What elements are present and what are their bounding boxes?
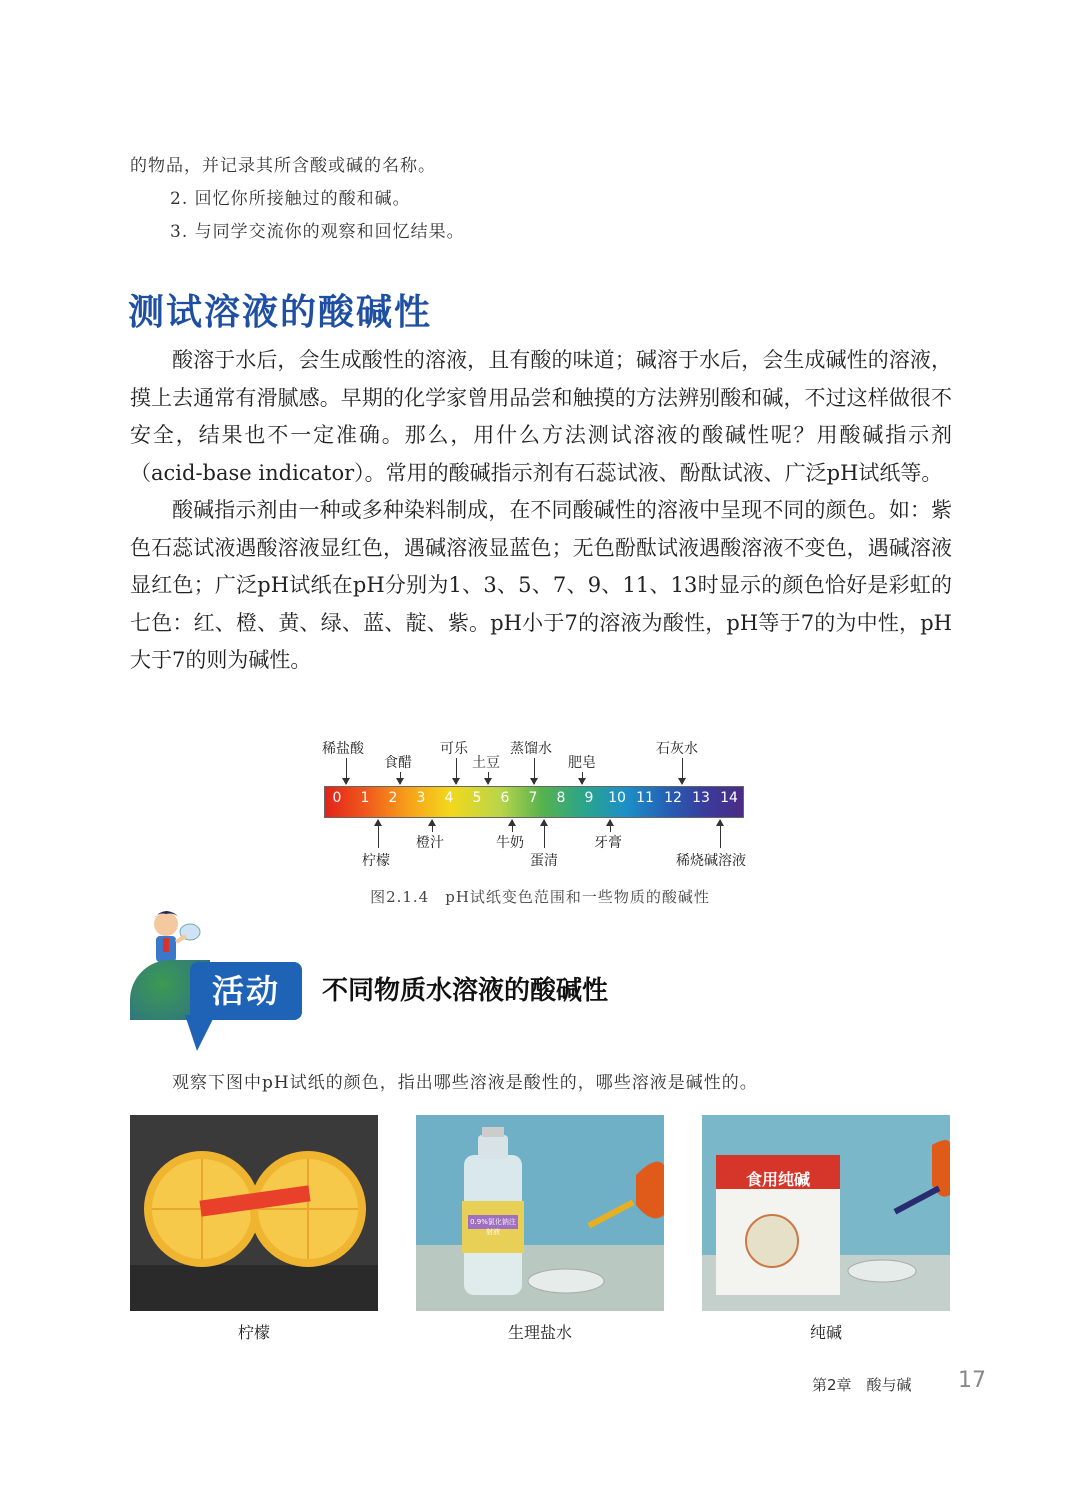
ph-tick: 0 — [332, 790, 342, 806]
activity-badge: 活动 — [190, 962, 302, 1020]
body-text — [130, 342, 952, 680]
label-orange-juice: 橙汁 — [416, 835, 444, 851]
badge-tail — [185, 1015, 215, 1051]
arrow-cola — [456, 758, 457, 784]
paragraph-2: 酸碱指示剂由一种或多种染料制成，在不同酸碱性的溶液中呈现不同的颜色。如：紫色石蕊试液遇酸溶液显红色，遇碱溶液显蓝色；无色酚酞试液遇酸溶液不变色，遇碱溶液显红色；广泛pH试纸在pH分别为1、3、5、7、9、11、13时显示的颜色恰好是彩虹的七色：红、橙、黄、绿、蓝、靛、紫。pH小于7的溶液为酸性，pH等于7的为中性，pH大于7的则为碱性。 — [130, 498, 952, 672]
ph-tick: 14 — [720, 790, 738, 806]
ph-tick: 8 — [556, 790, 566, 806]
photo-lemon — [130, 1115, 378, 1311]
photo-soda — [702, 1115, 950, 1311]
ph-tick: 11 — [636, 790, 654, 806]
ph-scale-figure — [320, 738, 760, 868]
page-number: 17 — [958, 1368, 986, 1393]
arrow-dilute-hcl — [346, 758, 347, 784]
label-vinegar: 食醋 — [384, 755, 412, 771]
arrow-soap — [582, 772, 583, 784]
ph-tick: 2 — [388, 790, 398, 806]
bag-label: 食用纯碱 — [745, 1170, 810, 1189]
arrow-lime-water — [682, 758, 683, 784]
ph-tick: 1 — [360, 790, 370, 806]
label-lemon: 柠檬 — [362, 853, 390, 869]
photo-caption-soda: 纯碱 — [809, 1323, 842, 1342]
label-toothpaste: 牙膏 — [594, 835, 622, 851]
paragraph-1: 酸溶于水后，会生成酸性的溶液，且有酸的味道；碱溶于水后，会生成碱性的溶液，摸上去通常有滑腻感。早期的化学家曾用品尝和触摸的方法辨别酸和碱，不过这样做很不安全，结果也不一定准确。那么，用什么方法测试溶液的酸碱性呢？用酸碱指示剂（acid-base indicator）。常用的酸碱指示剂有石蕊试液、酚酞试液、广泛pH试纸等。 — [130, 348, 952, 485]
arrow-dilute-naoh — [720, 820, 721, 848]
activity-title: 不同物质水溶液的酸碱性 — [322, 976, 609, 1006]
label-egg-white: 蛋清 — [530, 853, 558, 869]
arrow-lemon — [378, 820, 379, 848]
label-dilute-naoh: 稀烧碱溶液 — [676, 853, 746, 869]
figure-caption: 图2.1.4 pH试纸变色范围和一些物质的酸碱性 — [370, 888, 710, 906]
label-distilled-water: 蒸馏水 — [510, 741, 552, 757]
arrow-orange-juice — [432, 820, 433, 832]
label-dilute-hcl: 稀盐酸 — [322, 741, 364, 757]
ph-tick: 6 — [500, 790, 510, 806]
label-potato: 土豆 — [472, 755, 500, 771]
ph-tick: 7 — [528, 790, 538, 806]
ph-tick: 4 — [444, 790, 454, 806]
photo-saline — [416, 1115, 664, 1311]
ph-tick: 9 — [584, 790, 594, 806]
arrow-toothpaste — [610, 820, 611, 832]
arrow-potato — [488, 772, 489, 784]
section-title: 测试溶液的酸碱性 — [128, 292, 433, 333]
ph-tick: 10 — [608, 790, 626, 806]
ph-tick: 3 — [416, 790, 426, 806]
intro-line-1: 的物品，并记录其所含酸或碱的名称。 — [130, 156, 436, 176]
arrow-vinegar — [400, 772, 401, 784]
arrow-distilled-water — [534, 758, 535, 784]
bottle-label: 0.9%氯化钠注射液 — [470, 1218, 516, 1236]
ph-tick: 13 — [692, 790, 710, 806]
photo-caption-lemon: 柠檬 — [237, 1323, 270, 1342]
intro-line-3: 3. 与同学交流你的观察和回忆结果。 — [170, 222, 465, 242]
ph-tick: 5 — [472, 790, 482, 806]
intro-line-2: 2. 回忆你所接触过的酸和碱。 — [170, 189, 411, 209]
footer-chapter: 第2章 酸与碱 — [812, 1376, 912, 1394]
label-cola: 可乐 — [440, 741, 468, 757]
label-soap: 肥皂 — [568, 755, 596, 771]
photo-caption-saline: 生理盐水 — [507, 1323, 572, 1342]
ph-tick: 12 — [664, 790, 682, 806]
arrow-milk — [512, 820, 513, 832]
label-milk: 牛奶 — [496, 835, 524, 851]
arrow-egg-white — [544, 820, 545, 848]
intro-text — [130, 150, 960, 249]
activity-description: 观察下图中pH试纸的颜色，指出哪些溶液是酸性的，哪些溶液是碱性的。 — [172, 1073, 758, 1093]
label-lime-water: 石灰水 — [656, 741, 698, 757]
